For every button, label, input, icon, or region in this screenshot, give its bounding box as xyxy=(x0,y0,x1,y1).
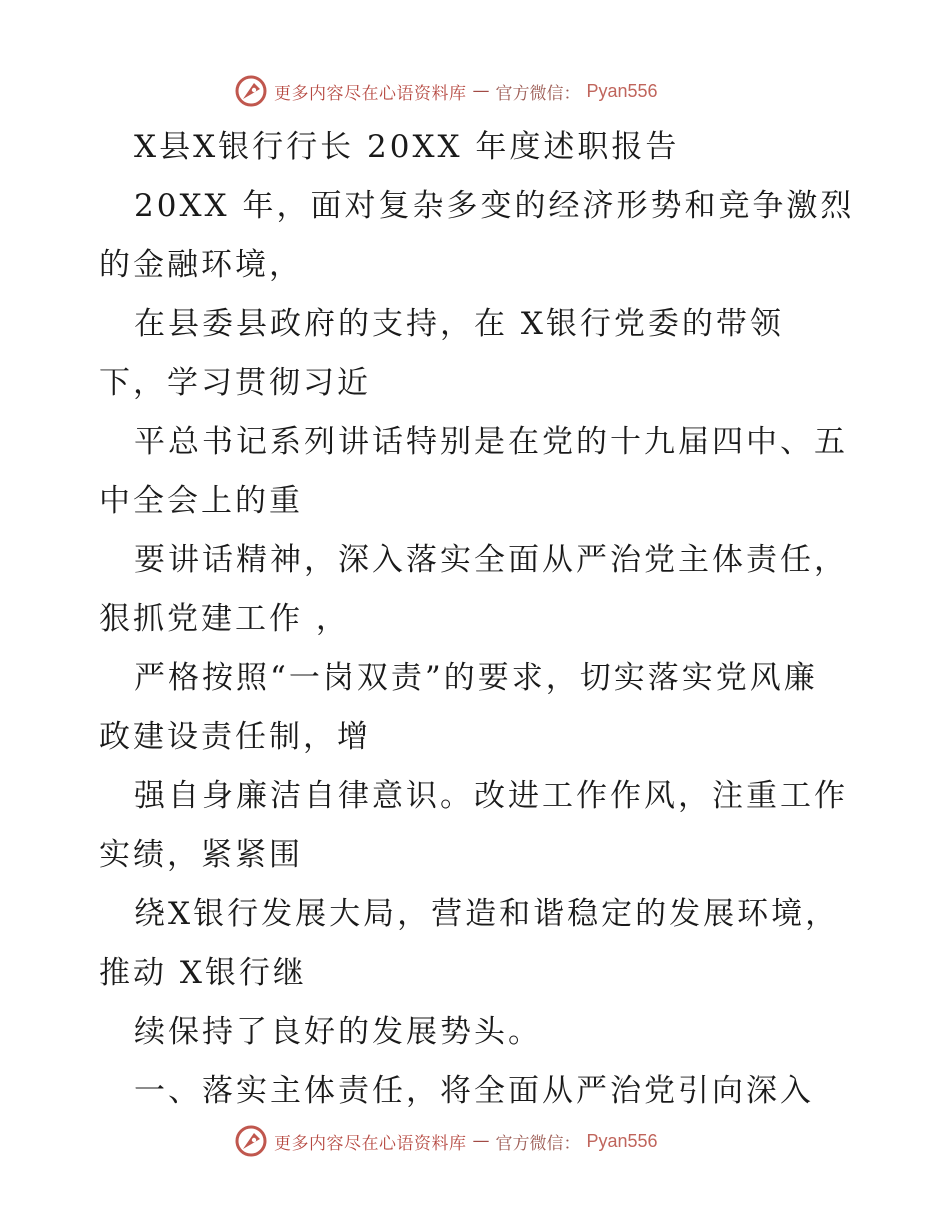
watermark-wechat-id: Pyan556 xyxy=(586,1130,658,1151)
paragraph-line: 的金融环境， xyxy=(99,247,303,283)
paragraph-line: 政建设责任制，增 xyxy=(99,719,371,755)
pen-nib-logo-icon xyxy=(234,74,268,108)
watermark-wechat-label: 官方微信： xyxy=(495,1133,581,1154)
paragraph-line: 实绩，紧紧围 xyxy=(99,837,303,873)
watermark-text: 更多内容尽在心语资料库 xyxy=(274,83,467,104)
paragraph-line: 推动 X银行继 xyxy=(99,955,307,991)
paragraph-line: 严格按照“一岗双责”的要求，切实落实党风廉 xyxy=(134,660,818,696)
watermark-wechat-id: Pyan556 xyxy=(586,80,658,101)
section-heading: 一、落实主体责任，将全面从严治党引向深入 xyxy=(134,1073,814,1109)
paragraph-line: 狠抓党建工作 ， xyxy=(99,601,350,637)
watermark-wechat-label: 官方微信： xyxy=(495,83,581,104)
paragraph-line: 在县委县政府的支持，在 X银行党委的带领 xyxy=(134,306,784,342)
paragraph-line: 中全会上的重 xyxy=(99,483,303,519)
watermark-footer xyxy=(234,1121,658,1161)
watermark-separator: — xyxy=(472,81,490,101)
paragraph-line: 绕X银行发展大局，营造和谐稳定的发展环境， xyxy=(134,896,840,932)
document-title: X县X银行行长 20XX 年度述职报告 xyxy=(134,129,680,165)
watermark-text: 更多内容尽在心语资料库 xyxy=(274,1133,467,1154)
watermark-separator: — xyxy=(472,1131,490,1151)
paragraph-line: 要讲话精神，深入落实全面从严治党主体责任， xyxy=(134,542,848,578)
paragraph-line: 强自身廉洁自律意识。改进工作作风，注重工作 xyxy=(134,778,848,814)
paragraph-line: 平总书记系列讲话特别是在党的十九届四中、五 xyxy=(134,424,848,460)
watermark-header xyxy=(234,71,658,111)
paragraph-line: 20XX 年，面对复杂多变的经济形势和竞争激烈 xyxy=(134,188,855,224)
paragraph-line: 下，学习贯彻习近 xyxy=(99,365,371,401)
pen-nib-logo-icon xyxy=(234,1124,268,1158)
paragraph-line: 续保持了良好的发展势头。 xyxy=(134,1014,542,1050)
